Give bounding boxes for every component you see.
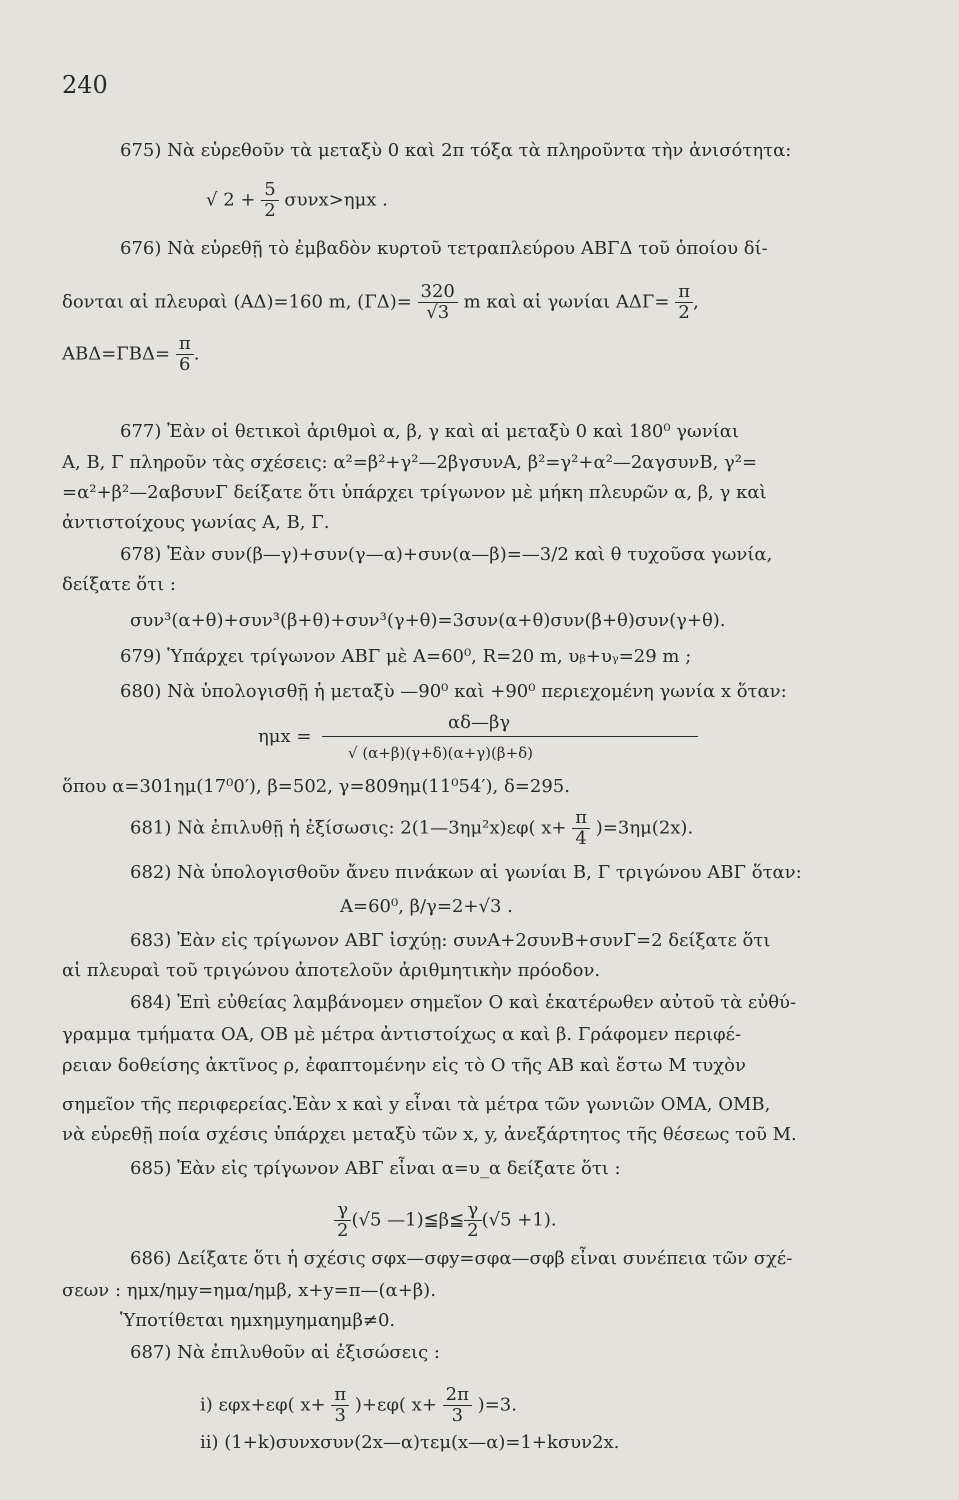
fraction [572,808,590,849]
denominator: 2 [337,1220,349,1241]
expr-part: (√5 +1). [481,1209,557,1231]
expr-part: (√5 —1)≦β≦ [351,1209,465,1231]
problem-680-denominator: √ (α+β)(γ+δ)(α+γ)(β+δ) [348,744,534,762]
problem-685-line-1: 685) Ἐὰν εἰς τρίγωνον ΑΒΓ εἶναι α=υ_α δείξατε ὅτι : [130,1158,621,1179]
denominator: 3 [451,1405,464,1426]
expr-part: i) εφx+εφ( x+ [200,1394,326,1416]
problem-684-line-3: ρειαν δοθείσης ἀκτῖνος ρ, ἐφαπτομένην εἰς τὸ Ο τῆς ΑΒ καὶ ἔστω Μ τυχὸν [62,1055,746,1076]
expr-part: . [193,343,200,365]
problem-686-line-2: σεων : ημx/ημy=ημα/ημβ, x+y=π—(α+β). [62,1280,436,1301]
page-number: 240 [62,71,108,99]
numerator: γ [334,1200,351,1221]
problem-684-line-5: νὰ εὑρεθῇ ποία σχέσις ὑπάρχει μεταξὺ τῶν x, y, ἀνεξάρτητος τῆς θέσεως τοῦ Μ. [62,1124,797,1145]
expr-part: )=3ημ(2x). [595,817,694,839]
problem-687-equation-i [200,1385,517,1426]
problem-685-inequality [334,1200,557,1241]
problem-677-line-4: ἀντιστοίχους γωνίας Α, Β, Γ. [62,512,330,533]
problem-676-line-1: 676) Νὰ εὑρεθῇ τὸ ἐμβαδὸν κυρτοῦ τετραπλεύρου ΑΒΓΔ τοῦ ὁποίου δί- [120,238,768,259]
denominator: 2 [467,1220,479,1241]
numerator: 2π [443,1385,472,1406]
problem-675-text: 675) Νὰ εὑρεθοῦν τὰ μεταξὺ 0 καὶ 2π τόξα τὰ πληροῦντα τὴν ἀνισότητα: [120,140,792,161]
numerator: γ [464,1200,481,1221]
numerator: 5 [261,180,278,201]
problem-675-inequality [206,180,388,221]
problem-678-line-2: δείξατε ὅτι : [62,574,176,595]
denominator: 6 [179,354,191,375]
problem-687-equation-ii: ii) (1+k)συνxσυν(2x—α)τεμ(x—α)=1+kσυν2x. [200,1432,620,1453]
problem-686-line-3: Ὑποτίθεται ημxημyημαημβ≠0. [120,1310,396,1331]
problem-687-line-1: 687) Νὰ ἐπιλυθοῦν αἱ ἐξισώσεις : [130,1342,440,1363]
fraction [261,180,278,221]
expr-part: )=3. [477,1394,517,1416]
fraction [418,282,458,323]
fraction [443,1385,472,1426]
fraction [331,1385,349,1426]
problem-683-line-1: 683) Ἐὰν εἰς τρίγωνον ΑΒΓ ἰσχύῃ: συνΑ+2συνΒ+συνΓ=2 δείξατε ὅτι [130,930,771,951]
expr-part: 681) Νὰ ἐπιλυθῇ ἡ ἐξίσωσις: 2(1—3ημ²x)εφ( x+ [130,817,567,839]
problem-684-line-2: γραμμα τμήματα ΟΑ, ΟΒ μὲ μέτρα ἀντιστοίχως α καὶ β. Γράφομεν περιφέ- [62,1024,742,1045]
denominator: 4 [575,828,587,849]
denominator: 2 [264,200,276,221]
denominator: 2 [678,302,690,323]
problem-677-line-2: Α, Β, Γ πληροῦν τὰς σχέσεις: α²=β²+γ²—2βγσυνΑ, β²=γ²+α²—2αγσυνΒ, γ²= [62,452,758,473]
fraction [176,334,194,375]
expr-part: m καὶ αἱ γωνίαι ΑΔΓ= [463,291,670,313]
problem-681-equation [130,808,693,849]
denominator: 3 [334,1405,346,1426]
problem-686-line-1: 686) Δείξατε ὅτι ἡ σχέσις σφx—σφy=σφα—σφβ εἶναι συνέπεια τῶν σχέ- [130,1248,793,1269]
problem-683-line-2: αἱ πλευραὶ τοῦ τριγώνου ἀποτελοῦν ἀριθμητικὴν πρόοδον. [62,960,601,981]
expr-part: δονται αἱ πλευραὶ (ΑΔ)=160 m, (ΓΔ)= [62,291,412,313]
problem-684-line-4: σημεῖον τῆς περιφερείας.Ἐὰν x καὶ y εἶναι τὰ μέτρα τῶν γωνιῶν ΟΜΑ, ΟΜΒ, [62,1094,771,1115]
problem-679-text: 679) Ὑπάρχει τρίγωνον ΑΒΓ μὲ Α=60⁰, R=20 m, υᵦ+υᵧ=29 m ; [120,646,692,667]
problem-680-lhs: ημx = [258,726,312,747]
numerator: π [331,1385,349,1406]
denominator: √3 [426,302,450,323]
fraction-bar [322,736,698,737]
problem-682-line-2: Α=60⁰, β/γ=2+√3 . [340,896,513,917]
numerator: π [176,334,194,355]
fraction [675,282,693,323]
problem-676-line-3 [62,334,199,375]
problem-680-line-1: 680) Νὰ ὑπολογισθῇ ἡ μεταξὺ —90⁰ καὶ +90⁰ περιεχομένη γωνία x ὅταν: [120,681,787,702]
problem-678-identity: συν³(α+θ)+συν³(β+θ)+συν³(γ+θ)=3συν(α+θ)συν(β+θ)συν(γ+θ). [130,610,726,631]
problem-678-line-1: 678) Ἐὰν συν(β—γ)+συν(γ—α)+συν(α—β)=—3/2 καὶ θ τυχοῦσα γωνία, [120,544,773,565]
problem-684-line-1: 684) Ἐπὶ εὐθείας λαμβάνομεν σημεῖον Ο καὶ ἑκατέρωθεν αὐτοῦ τὰ εὐθύ- [130,992,797,1013]
problem-676-line-2 [62,282,699,323]
problem-677-line-3: =α²+β²—2αβσυνΓ δείξατε ὅτι ὑπάρχει τρίγωνον μὲ μήκη πλευρῶν α, β, γ καὶ [62,482,767,503]
numerator: π [675,282,693,303]
numerator: 320 [418,282,458,303]
problem-680-values: ὅπου α=301ημ(17⁰0′), β=502, γ=809ημ(11⁰54′), δ=295. [62,776,570,797]
fraction [334,1200,351,1241]
problem-682-line-1: 682) Νὰ ὑπολογισθοῦν ἄνευ πινάκων αἱ γωνίαι Β, Γ τριγώνου ΑΒΓ ὅταν: [130,862,802,883]
expr-part: , [693,291,699,313]
expr-part: )+εφ( x+ [354,1394,437,1416]
fraction [464,1200,481,1241]
problem-680-numerator [298,712,510,734]
expr-part: √ 2 + [206,189,256,211]
expr-part: συνx>ημx . [284,189,388,211]
problem-677-line-1: 677) Ἐὰν οἱ θετικοὶ ἀριθμοὶ α, β, γ καὶ αἱ μεταξὺ 0 καὶ 180⁰ γωνίαι [120,421,739,442]
expr-part: ΑΒΔ=ΓΒΔ= [62,343,171,365]
numerator: αδ—βγ [448,712,511,733]
numerator: π [572,808,590,829]
